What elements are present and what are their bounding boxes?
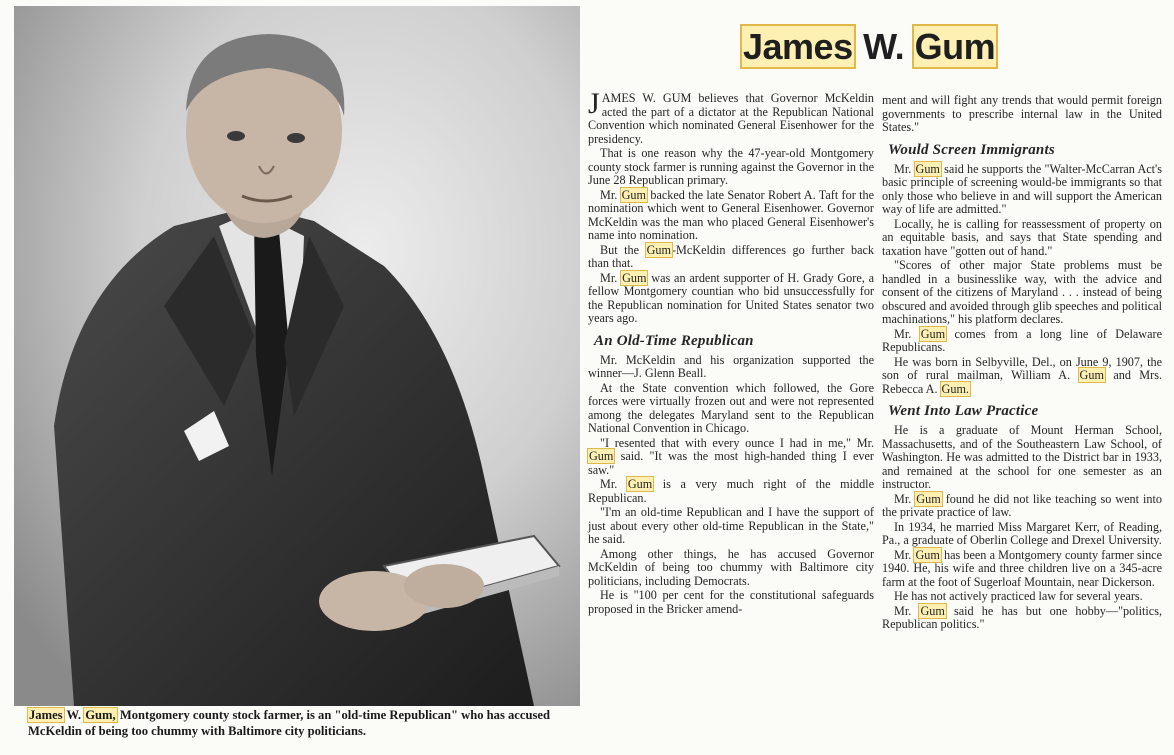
portrait-illustration bbox=[14, 6, 580, 706]
paragraph-text: has been a Montgomery county farmer since 1940. He, his wife and three children live on a 345-acre farm at the foot of Sugerloaf Mountain, near Dickerson. bbox=[882, 547, 1162, 589]
paragraph-text: said he supports the "Walter-McCarran Act's basic principle of screening would-be immigrants so that only those who believe in and will support the American way of life are admitted." bbox=[882, 161, 1162, 216]
paragraph-text: AMES W. GUM believes that Governor McKeldin acted the part of a dictator at the Republican National Convention which nominated General Eisenhower for the presidency. bbox=[588, 91, 874, 146]
subheading: Went Into Law Practice bbox=[888, 403, 1039, 419]
highlighted-name: Gum bbox=[646, 242, 671, 257]
paragraph-text: said. "It was the most high-handed thing I ever saw." bbox=[588, 449, 874, 477]
drop-cap: J bbox=[588, 87, 600, 120]
lead-paragraph bbox=[588, 87, 874, 146]
paragraph: He is "100 per cent for the constitutional safeguards proposed in the Bricker amend- bbox=[588, 588, 874, 616]
highlighted-name: Gum bbox=[915, 161, 940, 176]
headline-text: W. bbox=[853, 26, 914, 67]
highlighted-name: James bbox=[29, 708, 63, 722]
paragraph bbox=[882, 493, 1162, 520]
paragraph-text: was an ardent supporter of H. Grady Gore, a fellow Montgomery countian who bid unsuccessfully for the Republican nomination for United States senator two years ago. bbox=[588, 270, 874, 325]
paragraph-text: Mr. bbox=[600, 270, 622, 285]
highlighted-name: Gum bbox=[621, 187, 646, 202]
paragraph-text: found he did not like teaching so went into the private practice of law. bbox=[882, 491, 1162, 519]
photo-caption bbox=[28, 707, 573, 739]
paragraph-text: Mr. bbox=[894, 491, 916, 506]
paragraph-text: -McKeldin differences go further back than that. bbox=[588, 242, 874, 270]
subheading: Would Screen Immigrants bbox=[888, 141, 1055, 158]
highlighted-name: Gum bbox=[920, 603, 945, 618]
paragraph bbox=[588, 244, 874, 271]
paragraph: That is one reason why the 47-year-old Montgomery county stock farmer is running against the Governor in the June 28 Republican primary. bbox=[588, 146, 874, 187]
highlighted-name: Gum bbox=[914, 26, 996, 67]
paragraph bbox=[882, 605, 1162, 632]
paragraph-text: is a very much right of the middle Republican. bbox=[588, 477, 874, 505]
paragraph-text: Mr. bbox=[600, 477, 627, 491]
highlighted-name: Gum bbox=[916, 491, 941, 506]
paragraph bbox=[588, 272, 874, 326]
paragraph-text: "I resented that with every ounce I had in me," Mr. bbox=[600, 435, 874, 450]
paragraph: He has not actively practiced law for several years. bbox=[894, 589, 1143, 603]
paragraph: At the State convention which followed, the Gore forces were virtually frozen out and were not represented among the delegates Maryland sent to the Republican National Convention in Chicago. bbox=[588, 380, 874, 435]
paragraph-text: He was born in Selbyville, Del., on June 9, 1907, the son of rural mailman, William A. bbox=[882, 354, 1162, 382]
paragraph bbox=[882, 356, 1162, 397]
paragraph-text: Mr. bbox=[894, 547, 915, 562]
paragraph bbox=[588, 437, 874, 478]
paragraph-text: backed the late Senator Robert A. Taft for the nomination which went to General Eisenhower. Governor McKeldin was the man who placed General Eisenhower's name into nomination. bbox=[588, 187, 874, 242]
paragraph: In 1934, he married Miss Margaret Kerr, of Reading, Pa., a graduate of Oberlin College and Drexel University. bbox=[882, 519, 1162, 547]
paragraph: Among other things, he has accused Governor McKeldin of being too chummy with Baltimore city politicians, including Democrats. bbox=[588, 546, 874, 588]
highlighted-name: Gum. bbox=[941, 381, 969, 396]
highlighted-name: Gum bbox=[589, 449, 614, 463]
paragraph-text: Mr. bbox=[894, 603, 920, 618]
paragraph-text: Mr. bbox=[894, 161, 915, 176]
highlighted-name: James bbox=[743, 26, 853, 67]
highlighted-name: Gum bbox=[915, 547, 940, 562]
paragraph bbox=[588, 478, 874, 505]
paragraph-text: Mr. bbox=[894, 326, 920, 341]
paragraph: He is a graduate of Mount Herman School, Massachusetts, and of the Southeastern Law School, of Washington. He was admitted to the District bar in 1933, and remained at the school for one semester as an instructor. bbox=[882, 423, 1162, 491]
paragraph-text: and Mrs. Rebecca A. bbox=[882, 368, 1162, 396]
highlighted-name: Gum, bbox=[85, 708, 116, 722]
highlighted-name: Gum bbox=[1079, 368, 1104, 382]
article-column-2 bbox=[882, 94, 1162, 633]
highlighted-name: Gum bbox=[622, 270, 647, 285]
paragraph: ment and will fight any trends that would permit foreign governments to prescribe internal law in the United States." bbox=[882, 93, 1162, 134]
highlighted-name: Gum bbox=[627, 477, 653, 491]
paragraph bbox=[882, 328, 1162, 355]
article-headline bbox=[742, 26, 996, 68]
caption-text: W. bbox=[63, 708, 85, 722]
paragraph-text: said he has but one hobby—"politics, Republican politics." bbox=[882, 603, 1162, 631]
paragraph: Mr. McKeldin and his organization supported the winner—J. Glenn Beall. bbox=[588, 352, 874, 380]
paragraph: "I'm an old-time Republican and I have the support of just about every other old-time Republican in the State," he said. bbox=[588, 505, 874, 546]
paragraph-text: Mr. bbox=[600, 187, 621, 202]
paragraph: "Scores of other major State problems must be handled in a businesslike way, with the advice and consent of the citizens of Maryland . . . instead of being obscured and avoided through glib speeches and political machinations," his platform declares. bbox=[882, 258, 1162, 326]
subheading: An Old-Time Republican bbox=[594, 332, 754, 349]
paragraph-text: comes from a long line of Delaware Republicans. bbox=[882, 326, 1162, 354]
paragraph bbox=[588, 189, 874, 243]
highlighted-name: Gum bbox=[920, 326, 946, 341]
paragraph bbox=[882, 549, 1162, 590]
article-column-1 bbox=[588, 87, 874, 617]
paragraph bbox=[882, 163, 1162, 217]
caption-text: Montgomery county stock farmer, is an "old-time Republican" who has accused McKeldin of being too chummy with Baltimore city politicians. bbox=[28, 708, 550, 738]
paragraph-text: But the bbox=[600, 242, 646, 257]
portrait-photograph bbox=[14, 6, 580, 706]
paragraph: Locally, he is calling for reassessment of property on an equitable basis, and says that State spending and taxation have "gotten out of hand." bbox=[882, 216, 1162, 258]
